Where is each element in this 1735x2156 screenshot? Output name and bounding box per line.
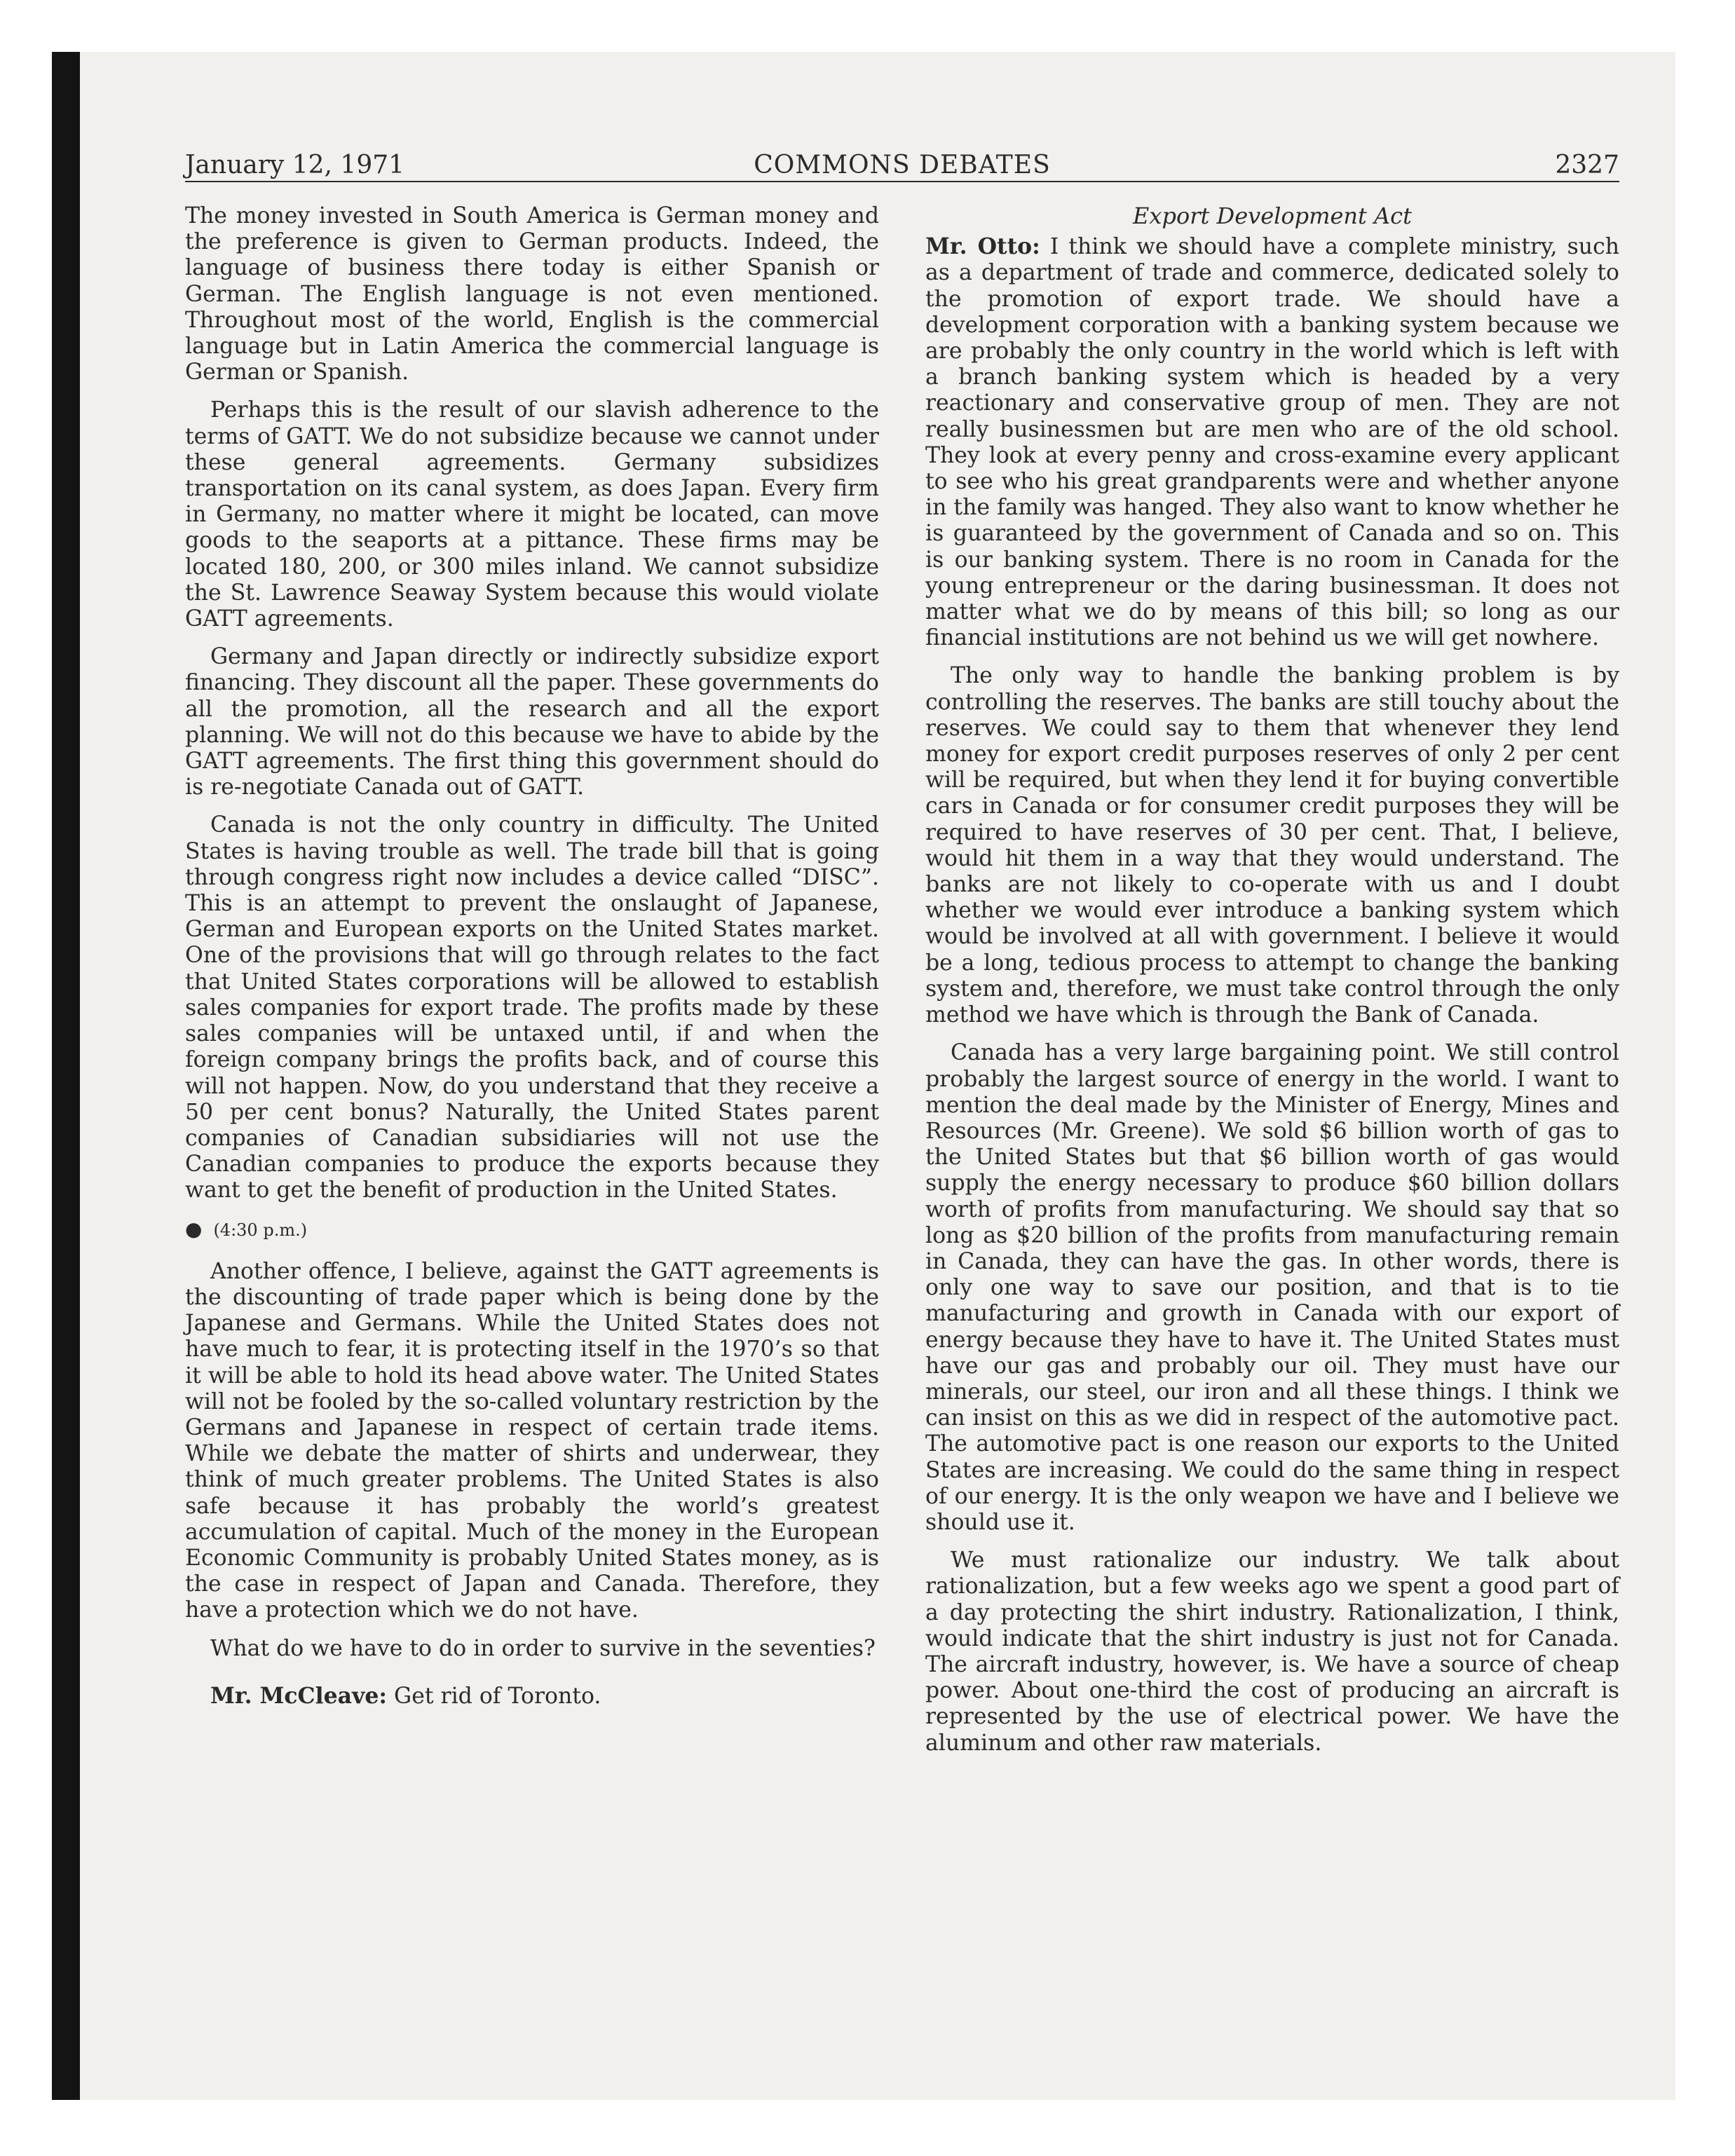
paragraph: The only way to handle the banking problem is by controlling the reserves. The banks are still touchy about the reserves. We could say to them that whenever they lend money for export credit purposes reserves of only 2 per cent will be required, but when they lend it for buying convertible cars in Canada or for consumer credit purposes they will be required to have reserves of 30 per cent. That, I believe, would hit them in a way that they would understand. The banks are not likely to co-operate with us and I doubt whether we would ever introduce a banking system which would be involved at all with government. I believe it would be a long, tedious process to attempt to change the banking system and, therefore, we must take control through the only method we have which is through the Bank of Canada. (925, 663, 1619, 1028)
speech-text: I think we should have a complete ministry, such as a department of trade and commerce, dedicated solely to the promotion of export trade. We should have a development corporation with a banking system because we are probably the only country in the world which is left with a branch banking system which is headed by a very reactionary and conservative group of men. They are not really businessmen but are men who are of the old school. They look at every penny and cross-examine every applicant to see who his great grandparents were and whether anyone in the family was hanged. They also want to know whether he is guaranteed by the government of Canada and so on. This is our banking system. There is no room in Canada for the young entrepreneur or the daring businessman. It does not matter what we do by means of this bill; so long as our financial institutions are not behind us we will get nowhere. (925, 234, 1620, 651)
time-marker (185, 1216, 879, 1243)
header-page-number: 2327 (1555, 151, 1619, 179)
paragraph: Another offence, I believe, against the GATT agreements is the discounting of trade paper which is being done by the Japanese and Germans. While the United States does not have much to fear, it is protecting itself in the 1970’s so that it will be able to hold its head above water. The United States will not be fooled by the so-called voluntary restriction by the Germans and Japanese in respect of certain trade items. While we debate the matter of shirts and underwear, they think of much greater problems. The United States is also safe because it has probably the world’s greatest accumulation of capital. Much of the money in the European Economic Community is probably United States money, as is the case in respect of Japan and Canada. Therefore, they have a protection which we do not have. (185, 1258, 879, 1623)
paragraph: Germany and Japan directly or indirectly subsidize export financing. They discount all the paper. These governments do all the promotion, all the research and all the export planning. We will not do this because we have to abide by the GATT agreements. The first thing this government should do is re-negotiate Canada out of GATT. (185, 644, 879, 800)
speaker-name: Mr. Otto: (925, 233, 1040, 260)
time-marker-text: (4:30 p.m.) (213, 1220, 308, 1240)
speech-start (925, 233, 1619, 651)
header-title: COMMONS DEBATES (754, 151, 1051, 179)
paragraph: What do we have to do in order to survive in the seventies? (210, 1635, 876, 1661)
paragraph: Perhaps this is the result of our slavish adherence to the terms of GATT. We do not subsidize because we cannot under these general agreements. Germany subsidizes transportation on its canal system, as does Japan. Every firm in Germany, no matter where it might be located, can move goods to the seaports at a pittance. These firms may be located 180, 200, or 300 miles inland. We cannot subsidize the St. Lawrence Seaway System because this would violate GATT agreements. (185, 397, 879, 632)
paragraph: Canada is not the only country in difficulty. The United States is having trouble as well. The trade bill that is going through congress right now includes a device called “DISC”. This is an attempt to prevent the onslaught of Japanese, German and European exports on the United States market. One of the provisions that will go through relates to the fact that United States corporations will be allowed to establish sales companies for export trade. The profits made by these sales companies will be untaxed until, if and when the foreign company brings the profits back, and of course this will not happen. Now, do you understand that they receive a 50 per cent bonus? Naturally, the United States parent companies of Canadian subsidiaries will not use the Canadian companies to produce the exports because they want to get the benefit of production in the United States. (185, 812, 879, 1203)
header-date: January 12, 1971 (185, 151, 405, 179)
paragraph: Canada has a very large bargaining point. We still control probably the largest source of energy in the world. I want to mention the deal made by the Minister of Energy, Mines and Resources (Mr. Greene). We sold $6 billion worth of gas to the United States but that $6 billion worth of gas would supply the energy necessary to produce $60 billion dollars worth of profits from manufacturing. We should say that so long as $20 billion of the profits from manufacturing remain in Canada, they can have the gas. In other words, there is only one way to save our position, and that is to tie manufacturing and growth in Canada with our export of energy because they have to have it. The United States must have our gas and probably our oil. They must have our minerals, our steel, our iron and all these things. I think we can insist on this as we did in respect of the automotive pact. The automotive pact is one reason our exports to the United States are increasing. We could do the same thing in respect of our energy. It is the only weapon we have and I believe we should use it. (925, 1040, 1619, 1535)
bullet-icon: ● (185, 1217, 203, 1241)
page-header (185, 144, 1619, 182)
speaker-name: Mr. McCleave: (210, 1682, 388, 1709)
interjection-text: Get rid of Toronto. (394, 1683, 601, 1709)
paragraph: We must rationalize our industry. We talk about rationalization, but a few weeks ago we spent a good part of a day protecting the shirt industry. Rationalization, I think, would indicate that the shirt industry is just not for Canada. The aircraft industry, however, is. We have a source of cheap power. About one-third the cost of producing an aircraft is represented by the use of electrical power. We have the aluminum and other raw materials. (925, 1548, 1619, 1756)
paragraph: The money invested in South America is German money and the preference is given to German products. Indeed, the language of business there today is either Spanish or German. The English language is not even mentioned. Throughout most of the world, English is the commercial language but in Latin America the commercial language is German or Spanish. (185, 203, 879, 386)
binding-edge (52, 52, 80, 2100)
running-title: Export Development Act (1133, 203, 1412, 229)
interjection (185, 1683, 879, 1710)
left-column (185, 203, 879, 1721)
right-column (925, 203, 1619, 1768)
